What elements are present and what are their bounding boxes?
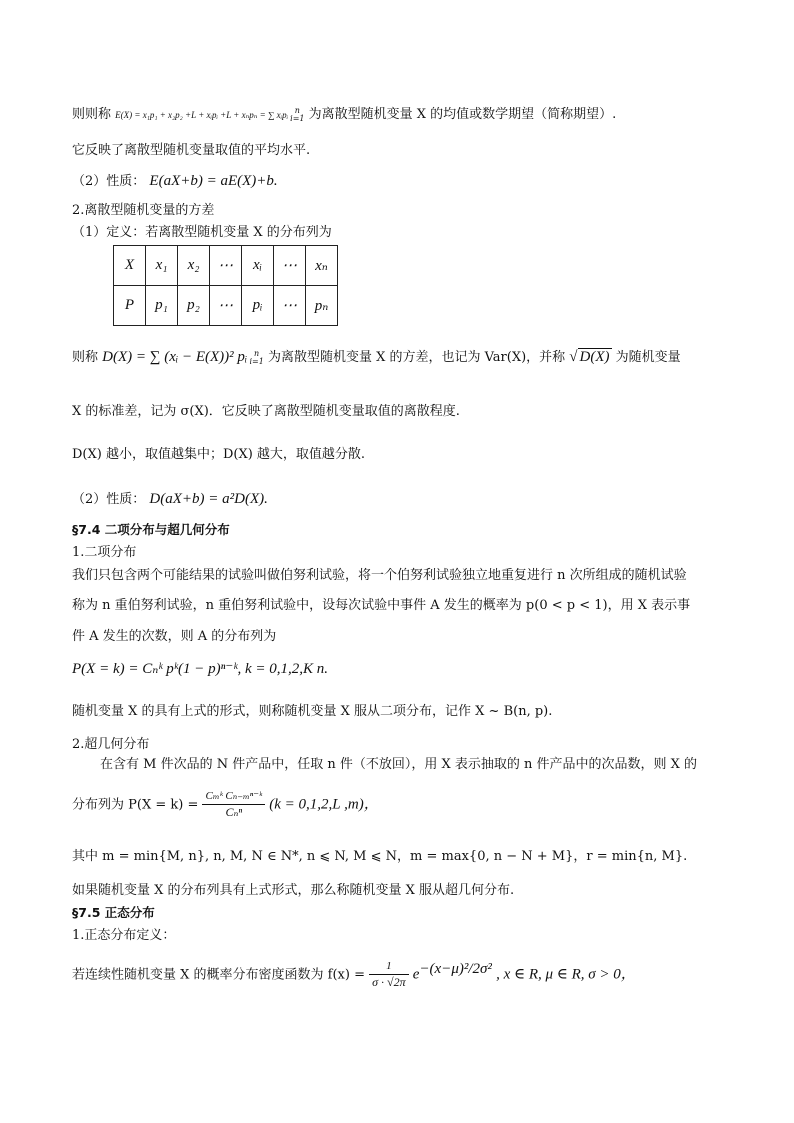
table-cell: p₂ (178, 286, 210, 326)
normal-suffix: , x ∈ R, μ ∈ R, σ > 0， (496, 966, 636, 983)
variance-heading: 2.离散型随机变量的方差 (72, 203, 215, 218)
expectation-formula: E(X) = x₁p₁ + x₂p₂ +L + xᵢpᵢ +L + xₙpₙ = ∑ xᵢpᵢ (115, 110, 288, 120)
normal-prefix: 若连续性随机变量 X 的概率分布密度函数为 f(x) = (72, 967, 365, 983)
expectation-sum-limits (290, 107, 304, 121)
variance-sum-limits (249, 350, 263, 364)
expectation-suffix: 为离散型随机变量 X 的均值或数学期望（简称期望）. (308, 107, 617, 122)
sum-upper: n (254, 349, 260, 359)
variance-mid: 为离散型随机变量 X 的方差，也记为 Var(X)，并称 (267, 350, 566, 365)
binomial-conclusion: 随机变量 X 的具有上式的形式，则称随机变量 X 服从二项分布，记作 X ~ B(n, p). (72, 704, 553, 719)
section-title-7-5: §7.5 正态分布 (72, 905, 155, 920)
table-cell: xᵢ (242, 246, 274, 286)
binomial-heading: 1.二项分布 (72, 545, 137, 560)
normal-heading: 1.正态分布定义： (72, 928, 176, 943)
fraction-numerator: Cₘᵏ Cₙ₋ₘⁿ⁻ᵏ (202, 790, 265, 805)
table-cell: pₙ (306, 286, 338, 326)
binomial-line-1: 我们只包含两个可能结果的试验叫做伯努利试验，将一个伯努利试验独立地重复进行 n 次所组成的随机试验 (72, 568, 687, 583)
variance-definition-line (72, 348, 681, 367)
hypergeometric-prefix: 分布列为 P(X = k) = (72, 797, 199, 813)
sum-upper: n (294, 106, 300, 116)
variance-end: 为随机变量 (615, 350, 681, 365)
normal-definition-line (72, 960, 636, 990)
hypergeometric-fraction (202, 790, 265, 820)
table-cell: pᵢ (242, 286, 274, 326)
sqrt-formula: D(X) (579, 349, 610, 365)
hypergeometric-line-2 (72, 790, 379, 820)
sqrt-symbol: √ D(X) (569, 349, 610, 365)
section-title-7-4: §7.4 二项分布与超几何分布 (72, 522, 230, 537)
variance-property-label: （2）性质： (72, 492, 146, 507)
table-cell: X (114, 246, 146, 286)
expectation-prefix: 则则称 (72, 107, 112, 122)
variance-formula: D(X) = ∑ (xᵢ − E(X))² pᵢ (102, 349, 248, 365)
hypergeometric-suffix: (k = 0,1,2,L ,m)， (269, 796, 379, 813)
table-cell: p₁ (146, 286, 178, 326)
binomial-formula: P(X = k) = Cₙᵏ pᵏ(1 − p)ⁿ⁻ᵏ, k = 0,1,2,K n. (72, 661, 328, 677)
table-cell: ⋯ (274, 246, 306, 286)
table-cell: ⋯ (210, 246, 242, 286)
table-cell: ⋯ (210, 286, 242, 326)
exp-power: −(x−μ)²/2σ² (419, 961, 492, 978)
fraction-numerator: 1 (369, 960, 409, 975)
expectation-definition-line (72, 107, 616, 123)
variance-property-line (72, 490, 268, 509)
variance-definition-label: （1）定义：若离散型随机变量 X 的分布列为 (72, 225, 332, 240)
distribution-table (113, 245, 338, 326)
hypergeometric-heading: 2.超几何分布 (72, 737, 150, 752)
binomial-line-3: 件 A 发生的次数，则 A 的分布列为 (72, 629, 277, 644)
fraction-denominator: σ · √2π (372, 974, 406, 989)
table-cell: xₙ (306, 246, 338, 286)
table-cell: P (114, 286, 146, 326)
fraction-denominator: Cₙⁿ (225, 804, 243, 819)
table-row (114, 246, 338, 286)
variance-property-formula: D(aX+b) = a²D(X). (149, 491, 268, 507)
expectation-property-line (72, 172, 278, 191)
size-line: D(X) 越小，取值越集中；D(X) 越大，取值越分散. (72, 447, 366, 462)
expectation-property-formula: E(aX+b) = aE(X)+b. (149, 173, 278, 189)
table-cell: x₁ (146, 246, 178, 286)
table-row (114, 286, 338, 326)
std-line: X 的标准差，记为 σ(X)．它反映了离散型随机变量取值的离散程度. (72, 404, 460, 419)
table-cell: x₂ (178, 246, 210, 286)
hypergeometric-line-1: 在含有 M 件次品的 N 件产品中，任取 n 件（不放回），用 X 表示抽取的 n 件产品中的次品数，则 X 的 (100, 757, 698, 772)
variance-prefix: 则称 (72, 350, 99, 365)
sum-lower: i=1 (290, 113, 305, 123)
sum-lower: i=1 (249, 356, 264, 366)
exp-base: e (412, 966, 420, 983)
normal-fraction (369, 960, 409, 990)
hypergeometric-line-3: 其中 m = min{M, n}, n, M, N ∈ N*, n ⩽ N, M ⩽ N，m = max{0, n − N + M}，r = min{n, M}. (72, 849, 688, 864)
binomial-line-2: 称为 n 重伯努利试验，n 重伯努利试验中，设每次试验中事件 A 发生的概率为 p(0 < p < 1)，用 X 表示事 (72, 598, 691, 613)
table-cell: ⋯ (274, 286, 306, 326)
expectation-property-label: （2）性质： (72, 174, 146, 189)
hypergeometric-conclusion: 如果随机变量 X 的分布列具有上式形式，那么称随机变量 X 服从超几何分布. (72, 883, 515, 898)
expectation-reflect-line: 它反映了离散型随机变量取值的平均水平. (72, 143, 311, 158)
